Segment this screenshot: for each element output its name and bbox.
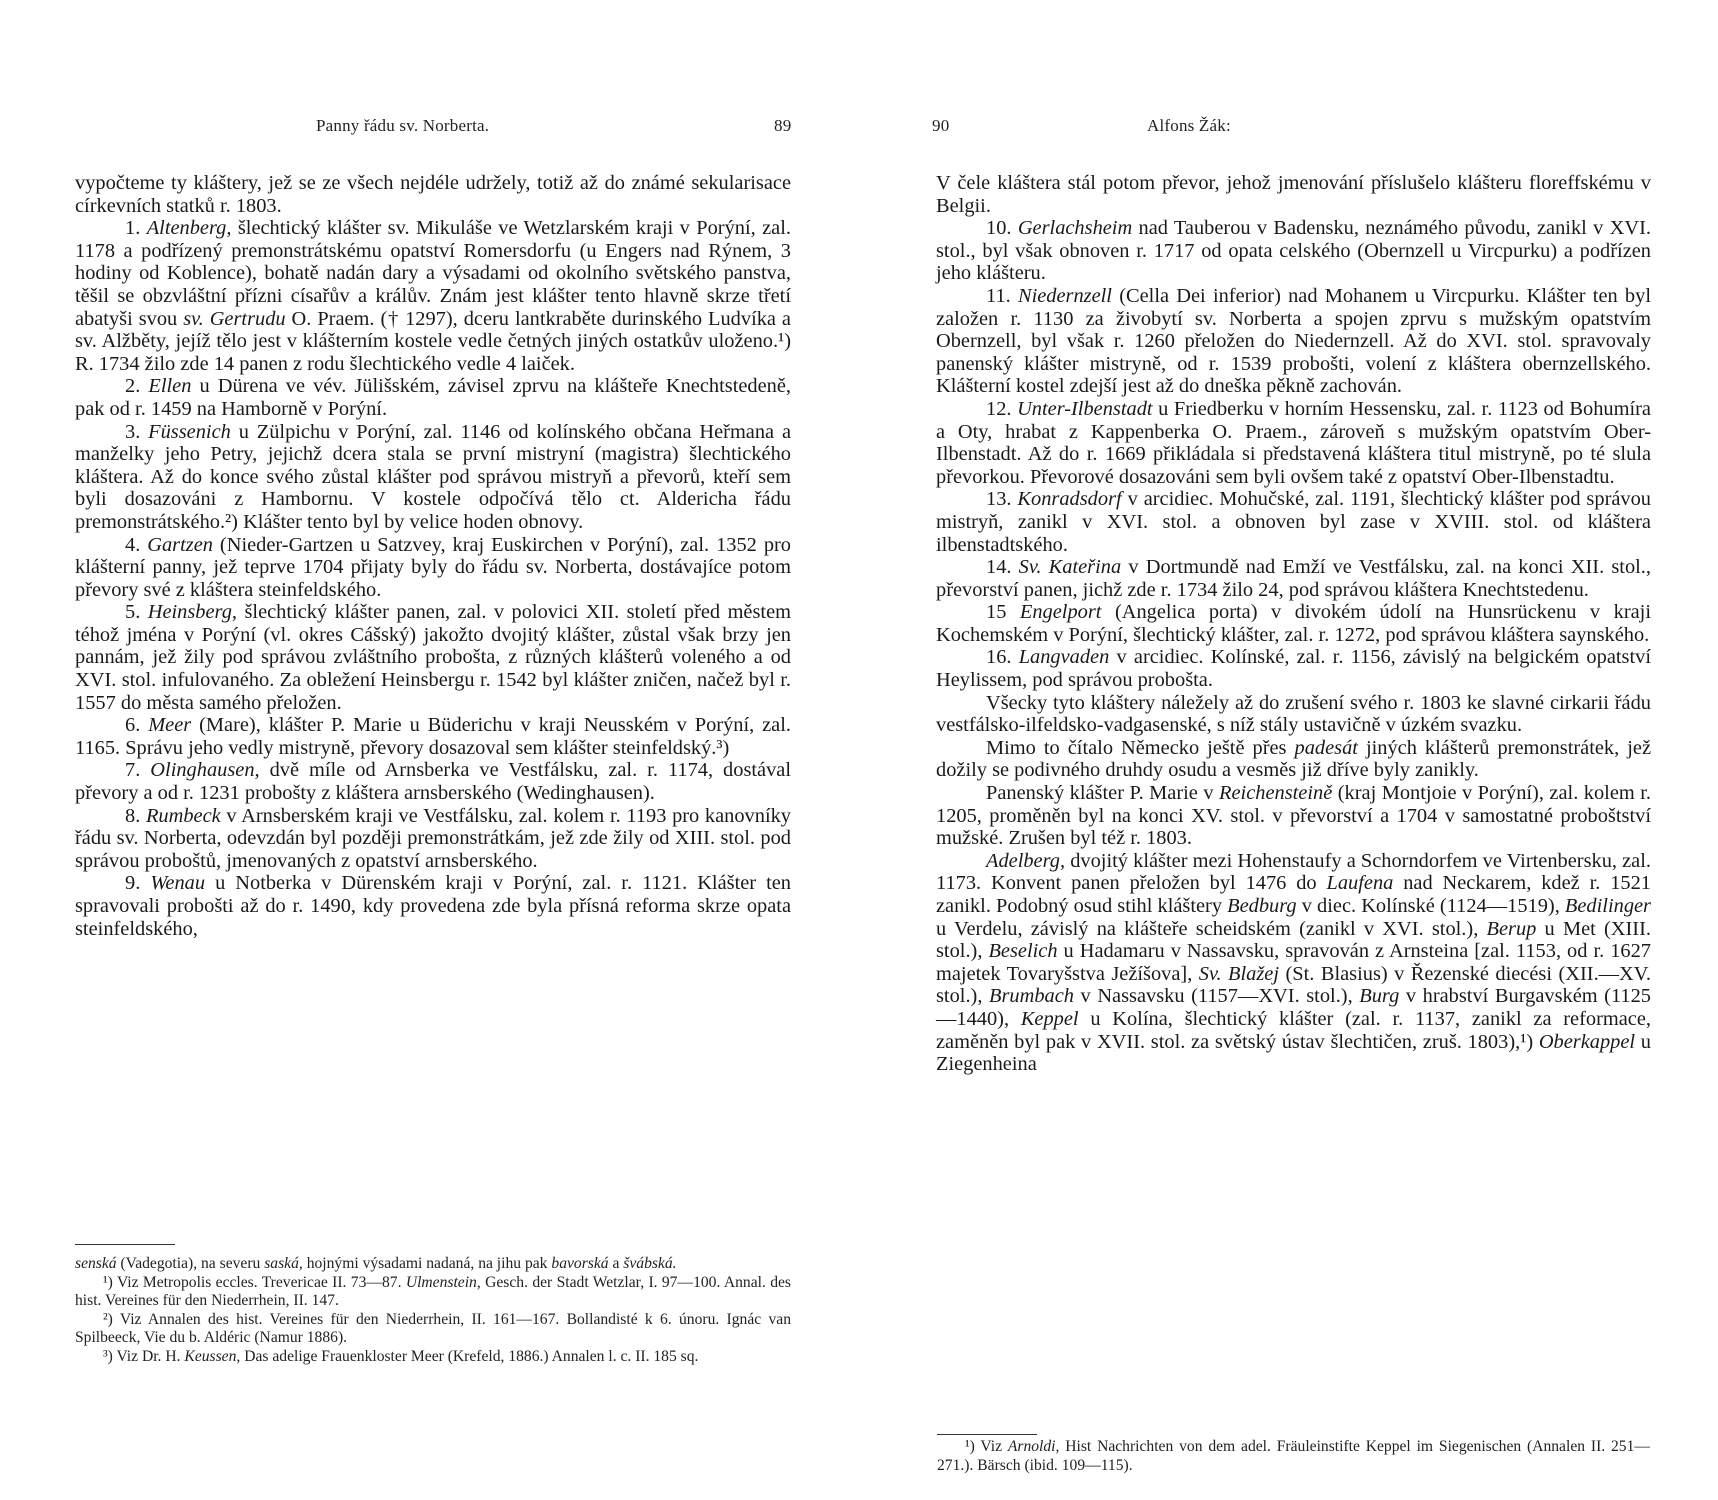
paragraph: 12. Unter-Ilbenstadt u Friedberku v horním Hessensku, zal. r. 1123 od Bohumíra a Oty, hrabat z Kappenberka O. Praem., zároveň s mužským opatstvím Ober-Ilbenstadt. Až do r. 1669 přikládala si představená kláštera titul mistryně, po té slula převorkou. Převorové dosazováni sem byli ovšem také z opatství Ober-Ilbenstadtu.	[936, 397, 1651, 488]
footnote-rule	[937, 1434, 1037, 1435]
running-title: Panny řádu sv. Norberta.	[316, 116, 490, 135]
paragraph: 4. Gartzen (Nieder-Gartzen u Satzvey, kraj Euskirchen v Porýní), zal. 1352 pro klášterní panny, jež teprve 1704 přijaty byly do řádu sv. Norberta, dostávajíce potom převory své z kláštera steinfeldského.	[75, 533, 792, 601]
paragraph: 8. Rumbeck v Arnsberském kraji ve Vestfálsku, zal. kolem r. 1193 pro kanovníky řádu sv. Norberta, odevzdán byl později premonstrátkám, jež zde žily od XIII. stol. pod správou proboštů, jmenovaných z opatství arnsberského.	[75, 804, 791, 872]
paragraph: Mimo to čítalo Německo ještě přes padesát jiných klášterů premonstrátek, jež dožily se podivného druhdy osudu a vesměs již dříve byly zanikly.	[936, 736, 1651, 782]
paragraph: Adelberg, dvojitý klášter mezi Hohenstaufy a Schorndorfem ve Virtenbersku, zal. 1173. Konvent panen přeložen byl 1476 do Laufena nad Neckarem, kdež r. 1521 zanikl. Podobný osud stihl kláštery Bedburg v diec. Kolínské (1124—1519), Bedilinger u Verdelu, závislý na klášteře scheidském (zanikl v XVI. stol.), Berup u Met (XIII. stol.), Beselich u Hadamaru v Nassavsku, spravován z Arnsteina [zal. 1153, od r. 1627 majetek Tovaryšstva Ježíšova], Sv. Blažej (St. Blasius) v Řezenské diecési (XII.—XV. stol.), Brumbach v Nassavsku (1157—XVI. stol.), Burg v hrabství Burgavském (1125—1440), Keppel u Kolína, šlechtický klášter (zal. r. 1137, zanikl za reformace, zaměněn byl pak v XVII. stol. za světský ústav šlechtičen, zruš. 1803),¹) Oberkappel u Ziegenheina	[936, 849, 1652, 1076]
page-number: 89	[774, 116, 792, 135]
running-title: Alfons Žák:	[1147, 116, 1231, 135]
footnote-rule	[75, 1244, 175, 1245]
right-page	[859, 0, 1718, 1500]
paragraph: Všecky tyto kláštery náležely až do zrušení svého r. 1803 ke slavné cirkarii řádu vestfálsko-ilfeldsko-vadgasenské, s níž stály ustavičně v úzkém svazku.	[936, 691, 1651, 737]
paragraph: 1. Altenberg, šlechtický klášter sv. Mikuláše ve Wetzlarském kraji v Porýní, zal. 1178 a podřízený premonstrátskému opatství Romersdorfu (u Engers nad Rýnem, 3 hodiny od Koblence), bohatě nadán dary a výsadami od okolního světského panstva, těšil se obzvláštní přízni císařův a králův. Znám jest klášter tento hlavně skrze třetí abatyši svou sv. Gertrudu O. Praem. († 1297), dceru lantkraběte durinského Ludvíka a sv. Alžběty, jejíž tělo jest v klášterním kostele vedle četných jiných ostatkův uloženo.¹) R. 1734 žilo zde 14 panen z rodu šlechtického vedle 4 laiček.	[75, 217, 792, 375]
page-number: 90	[932, 116, 950, 135]
paragraph: 13. Konradsdorf v arcidiec. Mohučské, zal. 1191, šlechtický klášter pod správou mistryň, zanikl v XVI. stol. a obnoven byl zase v XVIII. stol. od kláštera ilbenstadtského.	[936, 488, 1651, 556]
paragraph: Panenský klášter P. Marie v Reichensteině (kraj Montjoie v Porýní), zal. kolem r. 1205, proměněn byl na konci XV. stol. v převorství a 1704 v samostatné proboštství mužské. Zrušen byl též r. 1803.	[936, 782, 1652, 850]
paragraph: 11. Niedernzell (Cella Dei inferior) nad Mohanem u Vircpurku. Klášter ten byl založen r. 1130 za živobytí sv. Norberta a spojen zprvu s mužským opatstvím Obernzell, byl však r. 1260 přeložen do Niedernzell. Až do XVI. stol. spravovaly panenský klášter mistryně, od r. 1539 probošti, volení z kláštera obernzellského. Klášterní kostel zdejší jest až do dneška pěkně zachován.	[936, 284, 1651, 398]
footnote: ¹) Viz Metropolis eccles. Trevericae II. 73—87. Ulmenstein, Gesch. der Stadt Wetzlar, I. 97—100. Annal. des hist. Vereines für den Niederrhein, II. 147.	[75, 1273, 791, 1310]
footnotes	[75, 1255, 791, 1367]
footnote: senská (Vadegotia), na severu saská, hojnými výsadami nadaná, na jihu pak bavorská a švábská.	[75, 1255, 677, 1272]
paragraph: 7. Olinghausen, dvě míle od Arnsberka ve Vestfálsku, zal. r. 1174, dostával převory a od r. 1231 probošty z kláštera arnsberského (Wedinghausen).	[75, 759, 792, 805]
paragraph: 3. Füssenich u Zülpichu v Porýní, zal. 1146 od kolínského občana Heřmana a manželky jeho Petry, jejichž dcera stala se první mistryní (magistra) šlechtického kláštera. Až do konce svého zůstal klášter pod správou mistryň a převorů, kteří sem byli dosazováni z Hambornu. V kostele odpočívá tělo ct. Aldericha řádu premonstrátského.²) Klášter tento byl by velice hoden obnovy.	[75, 420, 792, 533]
paragraph: 15 Engelport (Angelica porta) v divokém údolí na Hunsrückenu v kraji Kochemském v Porýní, šlechtický klášter, zal. r. 1272, pod správou kláštera saynského.	[936, 601, 1651, 646]
footnotes	[937, 1438, 1650, 1475]
paragraph: 6. Meer (Mare), klášter P. Marie u Büderichu v kraji Neusském v Porýní, zal. 1165. Správu jeho vedly mistryně, převory dosazoval sem klášter steinfeldský.³)	[75, 714, 791, 759]
paragraph: 5. Heinsberg, šlechtický klášter panen, zal. v polovici XII. století před městem téhož jména v Porýní (vl. okres Cášský) jakožto dvojitý klášter, zůstal však brzy jen pannám, jež žily pod správou zvláštního proboštа, z různých klášterů voleného a od XVI. stol. infulovaného. Za obležení Heinsbergu r. 1542 byl klášter zničen, načež byl r. 1557 do města samého přeložen.	[75, 601, 791, 714]
body-text	[75, 172, 791, 940]
paragraph: vypočteme ty kláštery, jež se ze všech nejdéle udržely, totiž až do známé sekularisace církevních statků r. 1803.	[75, 172, 791, 217]
paragraph: 16. Langvaden v arcidiec. Kolínské, zal. r. 1156, závislý na belgickém opatství Heylissem, pod správou proboštа.	[936, 646, 1651, 692]
body-text	[936, 172, 1651, 1076]
footnote: ²) Viz Annalen des hist. Vereines für den Niederrhein, II. 161—167. Bollandisté k 6. únoru. Ignác van Spilbeeck, Vie du b. Aldéric (Namur 1886).	[75, 1310, 791, 1347]
paragraph: 14. Sv. Kateřina v Dortmundě nad Emží ve Vestfálsku, zal. na konci XII. stol., převorství panen, jichž zde r. 1734 žilo 24, pod správou kláštera Knechtstedenu.	[936, 556, 1652, 601]
paragraph: 10. Gerlachsheim nad Tauberou v Badensku, neznámého původu, zanikl v XVI. stol., byl však obnoven r. 1717 od opata celského (Obernzell u Vircpurku) a podřízen jeho klášteru.	[936, 217, 1651, 285]
footnote: ¹) Viz Arnoldi, Hist Nachrichten von dem adel. Fräuleinstifte Keppel im Siegenischen (Annalen II. 251—271.). Bärsch (ibid. 109—115).	[937, 1438, 1650, 1474]
paragraph: V čele kláštera stál potom převor, jehož jmenování příslušelo klášteru floreffskému v Belgii.	[936, 172, 1651, 217]
paragraph: 2. Ellen u Dürena ve vév. Jülišském, závisel zprvu na klášteře Knechtstedeně, pak od r. 1459 na Hamborně v Porýní.	[75, 375, 792, 420]
paragraph: 9. Wenau u Notberka v Dürenském kraji v Porýní, zal. r. 1121. Klášter ten spravovali probošti až do r. 1490, kdy provedena zde byla přísná reforma skrze opata steinfeldského,	[75, 872, 792, 940]
footnote: ³) Viz Dr. H. Keussen, Das adelige Frauenkloster Meer (Krefeld, 1886.) Annalen l. c. II. 185 sq.	[103, 1347, 699, 1365]
